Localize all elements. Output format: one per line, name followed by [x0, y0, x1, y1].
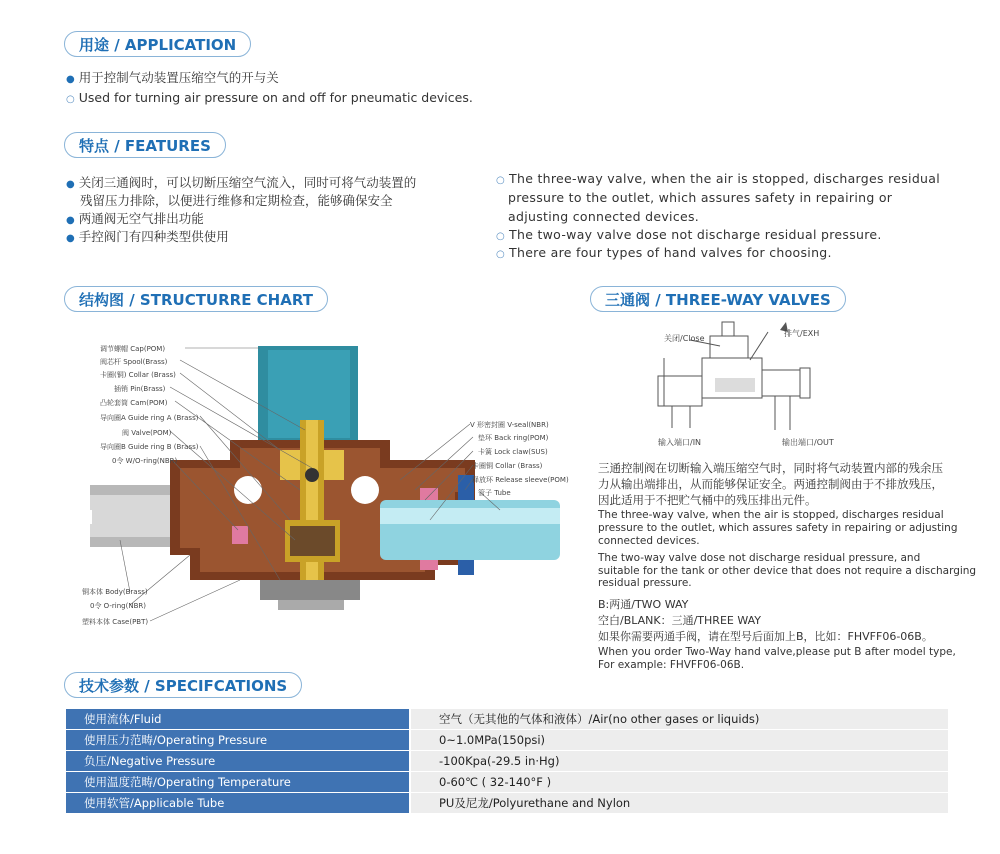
- application-item-en: ○ Used for turning air pressure on and off for pneumatic devices.: [66, 90, 473, 105]
- three-way-en2-3: residual pressure.: [598, 577, 692, 589]
- structure-heading: 结构图 / STRUCTURRE CHART: [64, 286, 328, 312]
- application-heading: 用途 / APPLICATION: [64, 31, 251, 57]
- label-guide-ring-b: 导向圈B Guide ring B (Brass): [100, 443, 199, 451]
- table-row: [66, 751, 948, 772]
- three-way-cn-1: 三通控制阀在切断输入端压缩空气时，同时将气动装置内部的残余压: [598, 461, 943, 475]
- bullet-icon: ○: [496, 175, 506, 186]
- bullet-icon: ●: [66, 233, 75, 244]
- label-valve: 阀 Valve(POM): [122, 429, 172, 437]
- spec-value-tube: PU及尼龙/Polyurethane and Nylon: [410, 793, 948, 814]
- feature-cn-1: ● 关闭三通阀时，可以切断压缩空气流入，同时可将气动装置的: [66, 175, 417, 190]
- label-cam: 凸轮套筒 Cam(POM): [100, 399, 168, 407]
- label-collar: 卡圈(铜) Collar (Brass): [100, 371, 176, 379]
- label-case: 塑料本体 Case(PBT): [82, 618, 149, 626]
- label-pin: 插销 Pin(Brass): [114, 385, 166, 393]
- bullet-icon: ●: [66, 74, 75, 85]
- order-note-en-1: When you order Two-Way hand valve,please put B after model type,: [598, 646, 956, 658]
- bullet-icon: ○: [66, 94, 75, 105]
- label-release-sleeve: 释放环 Release sleeve(POM): [472, 476, 569, 484]
- specs-table: [66, 709, 948, 814]
- label-guide-ring-a: 导向圈A Guide ring A (Brass): [100, 414, 199, 422]
- feature-en-1: ○ The three-way valve, when the air is stopped, discharges residual: [496, 171, 941, 186]
- spec-key-negative-pressure: 负压/Negative Pressure: [66, 751, 410, 772]
- table-row: [66, 730, 948, 751]
- three-way-en2-2: suitable for the tank or other device that does not require a discharging: [598, 565, 977, 577]
- bullet-icon: ○: [496, 249, 506, 260]
- label-exh: 排气/EXH: [784, 329, 820, 338]
- order-note-en-2: For example: FHVFF06-06B.: [598, 659, 745, 671]
- feature-en-1b: pressure to the outlet, which assures safety in repairing or: [508, 190, 893, 205]
- type-three-way: 空白/BLANK：三通/THREE WAY: [598, 614, 762, 627]
- label-spool: 阀芯杆 Spool(Brass): [100, 358, 168, 366]
- spec-value-negative-pressure: -100Kpa(-29.5 in·Hg): [410, 751, 948, 772]
- spec-key-pressure: 使用压力范畴/Operating Pressure: [66, 730, 410, 751]
- specs-heading: 技术参数 / SPECIFCATIONS: [64, 672, 302, 698]
- feature-en-3: ○ There are four types of hand valves for choosing.: [496, 245, 832, 260]
- three-way-en1-2: pressure to the outlet, which assures safety in repairing or adjusting: [598, 522, 958, 534]
- feature-cn-1b: 残留压力排除，以便进行维修和定期检查，能够确保安全: [80, 193, 393, 208]
- label-close: 关闭/Close: [664, 334, 705, 343]
- table-row: [66, 709, 948, 730]
- type-two-way: B:两通/TWO WAY: [598, 598, 689, 611]
- table-row: [66, 772, 948, 793]
- features-heading: 特点 / FEATURES: [64, 132, 226, 158]
- three-way-en1-3: connected devices.: [598, 535, 700, 547]
- three-way-heading: 三通阀 / THREE-WAY VALVES: [590, 286, 846, 312]
- label-cap: 调节螺帽 Cap(POM): [100, 345, 166, 353]
- three-way-cn-3: 因此适用于不把贮气桶中的残压排出元件。: [598, 493, 817, 507]
- feature-cn-2: ● 两通阀无空气排出功能: [66, 211, 204, 226]
- label-back-ring: 垫环 Back ring(POM): [478, 434, 549, 442]
- label-body: 铜本体 Body(Brass): [82, 588, 148, 596]
- label-w-oring: 0令 W/O-ring(NBR): [112, 457, 178, 465]
- table-row: [66, 793, 948, 814]
- spec-key-fluid: 使用流体/Fluid: [66, 709, 410, 730]
- bullet-icon: ●: [66, 215, 75, 226]
- spec-value-temperature: 0-60℃ ( 32-140°F ): [410, 772, 948, 793]
- spec-key-temperature: 使用温度范畴/Operating Temperature: [66, 772, 410, 793]
- bullet-icon: ●: [66, 179, 75, 190]
- label-tube: 管子 Tube: [478, 489, 511, 497]
- label-lock-claw: 卡簧 Lock claw(SUS): [478, 448, 548, 456]
- label-collar-right: 卡圈铜 Collar (Brass): [472, 462, 543, 470]
- spec-value-pressure: 0~1.0MPa(150psi): [410, 730, 948, 751]
- feature-en-1c: adjusting connected devices.: [508, 209, 700, 224]
- three-way-en2-1: The two-way valve dose not discharge residual pressure, and: [598, 552, 921, 564]
- spec-value-fluid: 空气（无其他的气体和液体）/Air(no other gases or liquids): [410, 709, 948, 730]
- feature-en-2: ○ The two-way valve dose not discharge residual pressure.: [496, 227, 882, 242]
- three-way-cn-2: 力从输出端排出，从而能够保证安全。两通控制阀由于不排放残压，: [598, 477, 943, 491]
- label-out: 输出端口/OUT: [782, 438, 834, 447]
- label-in: 输入端口/IN: [658, 438, 702, 447]
- three-way-en1-1: The three-way valve, when the air is stopped, discharges residual: [598, 509, 944, 521]
- feature-cn-3: ● 手控阀门有四种类型供使用: [66, 229, 229, 244]
- application-item-cn: ● 用于控制气动装置压缩空气的开与关: [66, 70, 279, 85]
- order-note-cn: 如果你需要两通手阀，请在型号后面加上B，比如：FHVFF06-06B。: [598, 630, 933, 643]
- bullet-icon: ○: [496, 231, 506, 242]
- spec-key-tube: 使用软管/Applicable Tube: [66, 793, 410, 814]
- label-o-ring: 0令 O-ring(NBR): [90, 602, 146, 610]
- label-v-seal: V 形密封圈 V-seal(NBR): [470, 421, 549, 429]
